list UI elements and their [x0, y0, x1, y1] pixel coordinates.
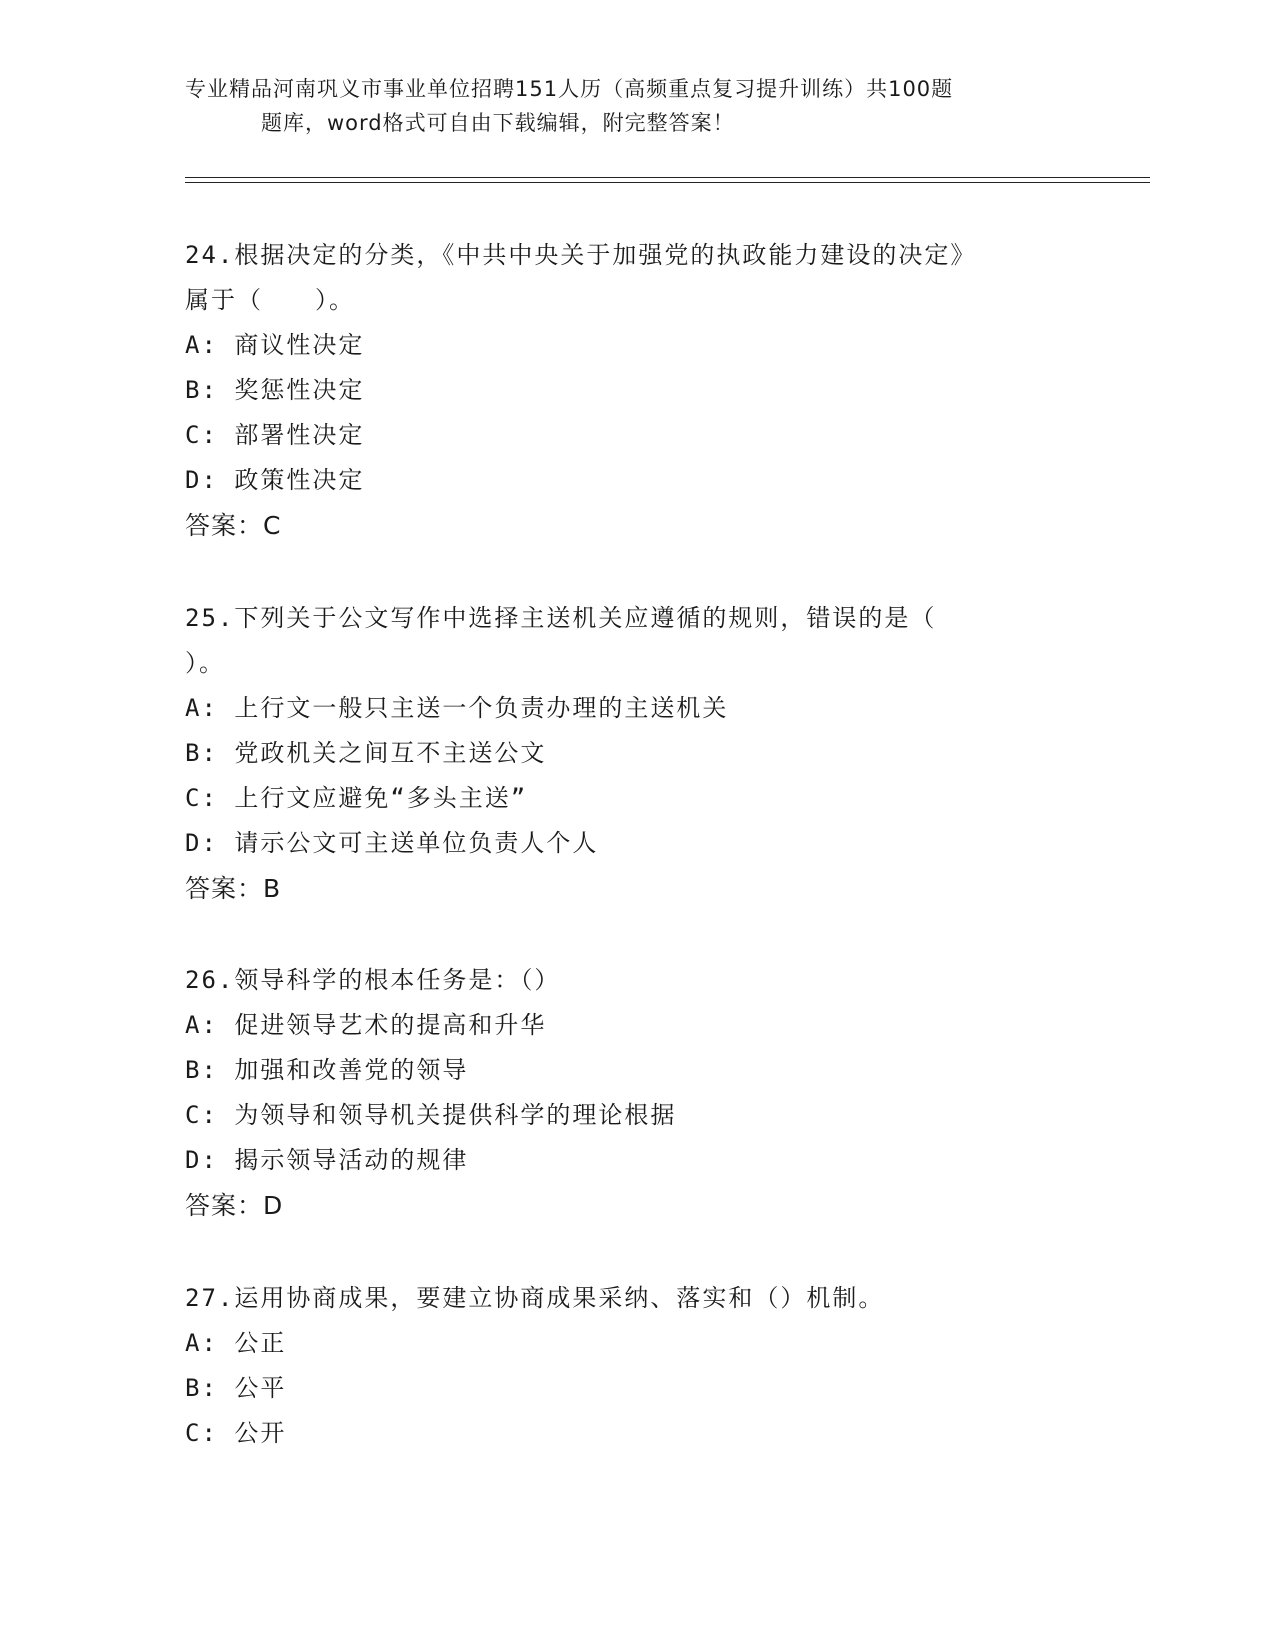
question-stem: 27.运用协商成果，要建立协商成果采纳、落实和（）机制。	[185, 1284, 885, 1312]
option-a: A: 商议性决定	[185, 331, 365, 359]
question-26	[185, 958, 1075, 1228]
option-c: C: 为领导和领导机关提供科学的理论根据	[185, 1101, 677, 1129]
answer: 答案：D	[185, 1191, 284, 1220]
option-c: C: 上行文应避免“多头主送”	[185, 784, 528, 812]
document-header	[185, 72, 1065, 140]
option-d: D: 政策性决定	[185, 466, 365, 494]
header-divider-bottom	[185, 182, 1150, 183]
option-c: C: 部署性决定	[185, 421, 365, 449]
option-a: A: 促进领导艺术的提高和升华	[185, 1011, 547, 1039]
option-a: A: 公正	[185, 1329, 287, 1357]
question-25	[185, 596, 1075, 911]
question-27	[185, 1276, 1075, 1456]
header-divider-top	[185, 177, 1150, 178]
option-c: C: 公开	[185, 1419, 287, 1447]
question-stem: 25.下列关于公文写作中选择主送机关应遵循的规则，错误的是（	[185, 604, 937, 632]
option-d: D: 请示公文可主送单位负责人个人	[185, 829, 599, 857]
option-b: B: 加强和改善党的领导	[185, 1056, 469, 1084]
option-b: B: 公平	[185, 1374, 287, 1402]
answer: 答案：B	[185, 874, 282, 903]
question-stem: 26.领导科学的根本任务是：（）	[185, 966, 561, 994]
answer: 答案：C	[185, 511, 282, 540]
question-24	[185, 233, 1075, 548]
header-title-line-2: 题库，word格式可自由下载编辑，附完整答案！	[261, 111, 735, 135]
option-d: D: 揭示领导活动的规律	[185, 1146, 469, 1174]
question-stem-continued: ）。	[185, 649, 225, 677]
question-stem-continued: 属于（ ）。	[185, 286, 355, 314]
option-b: B: 党政机关之间互不主送公文	[185, 739, 547, 767]
option-a: A: 上行文一般只主送一个负责办理的主送机关	[185, 694, 729, 722]
option-b: B: 奖惩性决定	[185, 376, 365, 404]
question-stem: 24.根据决定的分类，《中共中央关于加强党的执政能力建设的决定》	[185, 241, 977, 269]
header-title-line-1: 专业精品河南巩义市事业单位招聘151人历（高频重点复习提升训练）共100题	[185, 77, 954, 101]
